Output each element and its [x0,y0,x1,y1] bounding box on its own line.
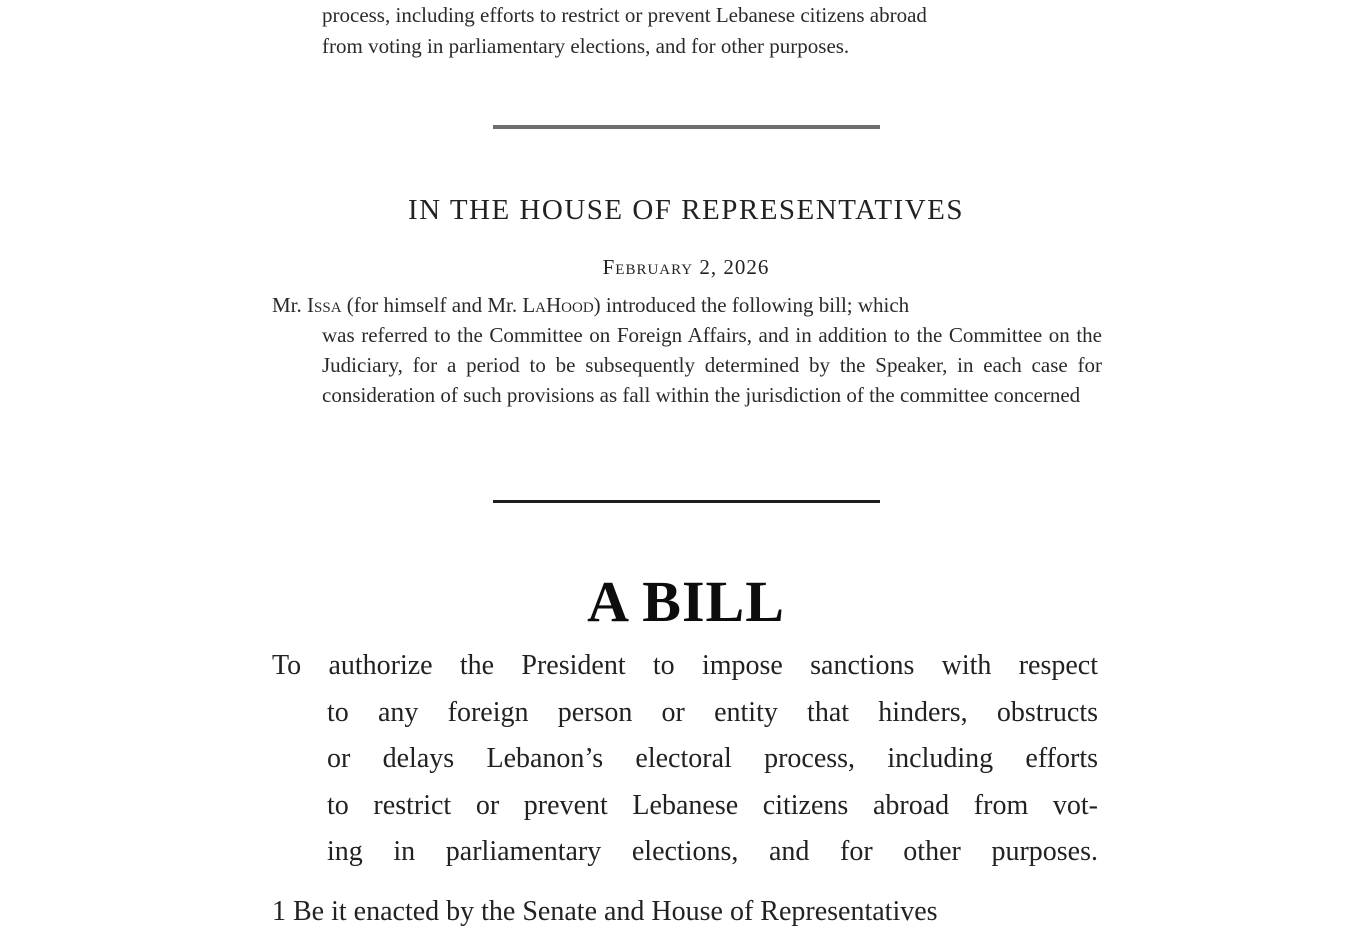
introduction-text: (for himself and Mr. [341,293,523,317]
introduction-continuation: was referred to the Committee on Foreign Affairs, and in addition to the Committee on the Judiciary, for a period to be subsequently determined by the Speaker, in each case for consideration of such provisions as fall within the jurisdiction of the committee concerned [322,323,1102,407]
bill-purpose [272,643,1098,876]
sponsor-name: Issa [307,293,342,317]
bill-heading: A BILL [587,569,785,634]
title-fragment [322,0,1102,62]
divider-rule [493,125,880,129]
purpose-line: or delays Lebanon’s electoral process, including efforts [327,743,1098,774]
introduction-first-line [272,290,1102,320]
title-fragment-line: process, including efforts to restrict or prevent Lebanese citizens abroad [322,3,927,27]
title-prefix: Mr. [272,293,308,317]
house-heading: IN THE HOUSE OF REPRESENTATIVES [408,194,964,226]
introduction-date: February 2, 2026 [602,255,770,279]
title-fragment-line: from voting in parliamentary elections, and for other purposes. [322,34,850,58]
introduction-text: ) introduced the following bill; which [593,293,910,317]
enacting-clause-cutoff: 1 Be it enacted by the Senate and House of Representatives [272,896,938,927]
purpose-line: to restrict or prevent Lebanese citizens abroad from vot- [327,789,1098,821]
divider-rule [493,500,880,503]
purpose-line: ing in parliamentary elections, and for other purposes. [327,836,1098,867]
introduction-paragraph [272,290,1102,410]
purpose-line: To authorize the President to impose sanctions with respect [272,650,1098,681]
cosponsor-name: LaHood [522,293,594,317]
purpose-line: to any foreign person or entity that hinders, obstructs [327,696,1098,728]
